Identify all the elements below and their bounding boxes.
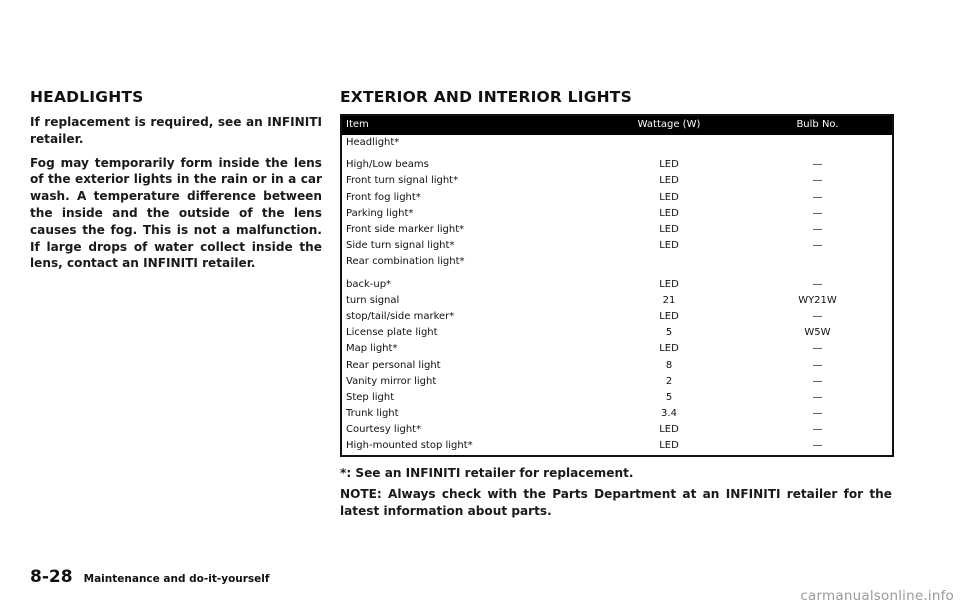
cell-wattage: LED [659,207,679,219]
cell-bulb: — [812,375,823,387]
cell-wattage: 2 [665,375,673,387]
cell-item: Courtesy light* [346,424,422,436]
table-row [341,254,893,270]
cell-bulb: — [812,408,823,420]
cell-bulb: — [812,391,823,403]
bulb-table-header [341,115,893,135]
cell-bulb: — [812,175,823,187]
cell-item: Rear combination light* [346,256,465,268]
column-header-bulb: Bulb No. [743,115,893,135]
watermark: carmanualsonline.info [800,588,954,604]
cell-item: Trunk light [346,408,399,420]
cell-bulb: W5W [804,327,831,339]
cell-item: stop/tail/side marker* [346,310,455,322]
cell-wattage: 5 [665,391,673,403]
cell-bulb: — [812,207,823,219]
cell-item: Step light [346,391,395,403]
table-row [341,157,893,173]
exterior-lights-heading: EXTERIOR AND INTERIOR LIGHTS [340,88,632,106]
cell-wattage: 8 [665,359,673,371]
cell-bulb: — [812,343,823,355]
cell-wattage [595,254,743,270]
cell-item: High-mounted stop light* [346,440,473,452]
section-name: Maintenance and do-it-yourself [83,573,270,585]
cell-item: Headlight* [346,137,400,149]
cell-wattage: LED [659,343,679,355]
column-header-item: Item [341,115,595,135]
cell-item: Parking light* [346,207,414,219]
table-row [341,390,893,406]
cell-item: Front turn signal light* [346,175,459,187]
table-row [341,135,893,151]
table-row [341,238,893,254]
cell-wattage: LED [659,240,679,252]
cell-wattage: LED [659,440,679,452]
cell-wattage: 21 [662,294,676,306]
cell-wattage: 5 [665,327,673,339]
cell-item: Map light* [346,343,398,355]
cell-wattage: 3.4 [661,408,677,420]
cell-bulb: — [812,310,823,322]
table-row [341,357,893,373]
parts-note: NOTE: Always check with the Parts Department at an INFINITI retailer for the latest information about parts. [340,487,892,519]
table-row [341,309,893,325]
page-number: 8-28 [30,567,73,587]
cell-item: Side turn signal light* [346,240,455,252]
footnote: *: See an INFINITI retailer for replacement. [340,465,634,480]
cell-bulb: — [812,240,823,252]
cell-wattage: LED [659,278,679,290]
table-row [341,222,893,238]
table-row [341,293,893,309]
exterior-interior-lights-section [340,88,892,520]
table-row [341,422,893,438]
cell-wattage: LED [659,159,679,171]
cell-item: Front side marker light* [346,224,465,236]
cell-item: turn signal [346,294,400,306]
table-row [341,325,893,341]
cell-bulb: — [812,424,823,436]
cell-bulb: — [812,440,823,452]
headlights-paragraph-1: If replacement is required, see an INFINITI retailer. [30,115,322,146]
table-row [341,277,893,293]
headlights-paragraph-2: Fog may temporarily form inside the lens of the exterior lights in the rain or in a car wash. A temperature difference between the inside and the outside of the lens causes the fog. This is not a malfunction. If large drops of water collect inside the lens, contact an INFINITI retailer. [30,155,322,271]
table-row [341,206,893,222]
cell-wattage: LED [659,424,679,436]
bulb-table [340,114,894,457]
cell-wattage: LED [659,191,679,203]
table-row [341,341,893,357]
cell-bulb: WY21W [798,294,837,306]
cell-item: License plate light [346,327,438,339]
cell-bulb: — [812,359,823,371]
cell-wattage: LED [659,175,679,187]
cell-wattage: LED [659,310,679,322]
cell-bulb: — [812,278,823,290]
table-row [341,190,893,206]
cell-item: back-up* [346,278,392,290]
cell-bulb: — [812,159,823,171]
cell-bulb: — [812,224,823,236]
cell-item: Rear personal light [346,359,441,371]
cell-wattage: LED [659,224,679,236]
headlights-section [30,88,322,279]
table-row [341,438,893,455]
cell-bulb [743,135,893,151]
cell-bulb: — [812,191,823,203]
cell-wattage [595,135,743,151]
page-footer [30,567,269,587]
cell-item: High/Low beams [346,159,429,171]
cell-bulb [743,254,893,270]
cell-item: Front fog light* [346,191,421,203]
cell-item: Vanity mirror light [346,375,437,387]
table-row [341,173,893,189]
table-row [341,406,893,422]
bulb-table-body [341,135,893,456]
headlights-heading: HEADLIGHTS [30,88,144,106]
table-row [341,374,893,390]
column-header-wattage: Wattage (W) [595,115,743,135]
